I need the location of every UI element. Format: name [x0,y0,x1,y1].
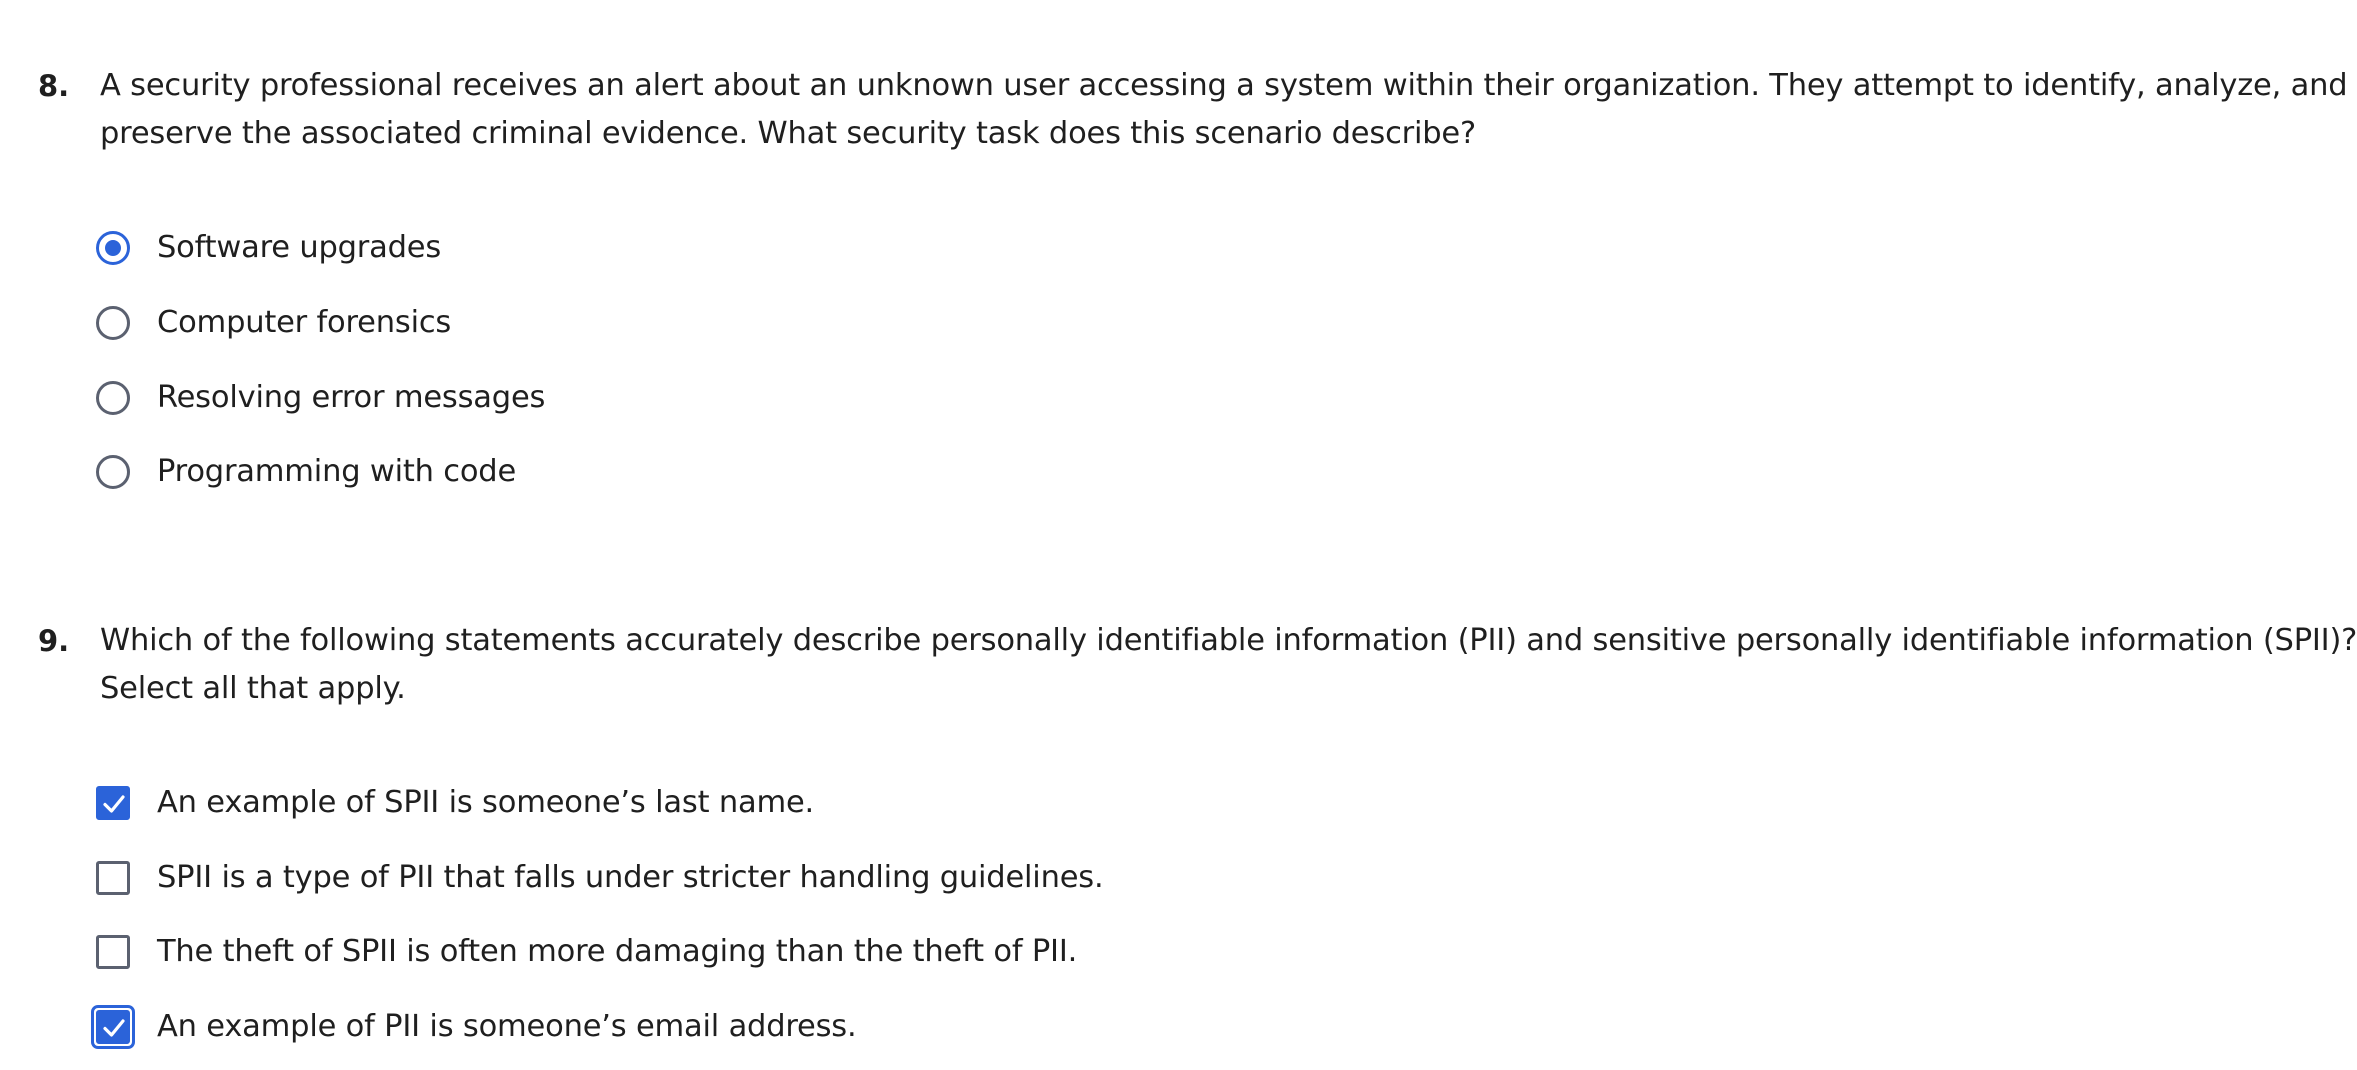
question-number: 8. [38,69,70,103]
radio-button[interactable] [96,306,130,340]
question-text-line: Select all that apply. [100,671,406,706]
checkbox-checked[interactable] [96,786,130,820]
option-label: Software upgrades [157,230,442,265]
option-label: SPII is a type of PII that falls under stricter handling guidelines. [157,860,1104,895]
option-label: Computer forensics [157,305,452,340]
checkbox[interactable] [96,935,130,969]
checkbox-container [91,781,135,825]
radio-option-programming-with-code[interactable] [96,448,516,496]
option-label: The theft of SPII is often more damaging than the theft of PII. [157,934,1078,969]
checkbox-option-spii-stricter-guidelines[interactable] [96,854,1103,902]
radio-button-selected[interactable] [96,231,130,265]
radio-option-software-upgrades[interactable] [96,224,441,272]
radio-button[interactable] [96,455,130,489]
checkbox-option-spii-theft-damaging[interactable] [96,928,1077,976]
question-text-line: Which of the following statements accurately describe personally identifiable information (PII) and sensitive personally identifiable information (SPII)? [100,623,2357,658]
option-label: An example of SPII is someone’s last name. [157,785,815,820]
radio-button[interactable] [96,381,130,415]
checkbox[interactable] [96,861,130,895]
question-text [100,62,2348,158]
question-number: 9. [38,624,70,658]
radio-option-resolving-error-messages[interactable] [96,374,545,422]
question-text-line: preserve the associated criminal evidence. What security task does this scenario describe? [100,116,1476,151]
checkbox-focus-ring [91,1005,135,1049]
check-icon [100,1014,128,1042]
checkbox-option-pii-email-address[interactable] [96,1003,857,1051]
checkbox-container [91,930,135,974]
question-text [100,617,2357,713]
checkbox-option-spii-last-name[interactable] [96,779,814,827]
option-label: Programming with code [157,454,517,489]
question-text-line: A security professional receives an alert about an unknown user accessing a system within their organization. They attempt to identify, analyze, and [100,68,2348,103]
radio-option-computer-forensics[interactable] [96,299,451,347]
checkbox-container [91,856,135,900]
checkbox-checked[interactable] [96,1010,130,1044]
check-icon [100,790,128,818]
option-label: Resolving error messages [157,380,546,415]
option-label: An example of PII is someone’s email address. [157,1009,857,1044]
